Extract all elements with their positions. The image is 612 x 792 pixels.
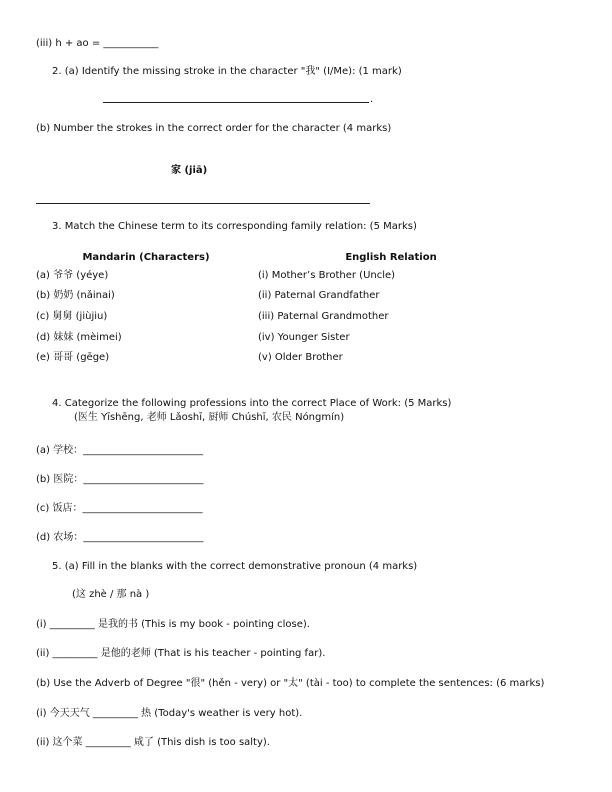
q3-right-item: (v) Older Brother xyxy=(258,352,343,363)
q5b-prompt: (b) Use the Adverb of Degree "很" (hěn - very) or "太" (tài - too) to complete the sentences: (6 marks) xyxy=(36,678,545,689)
q3-left-item: (b) 奶奶 (nǎinai) xyxy=(36,290,115,301)
q3-left-item: (c) 舅舅 (jiùjiu) xyxy=(36,311,108,322)
q3-left-item: (d) 妹妹 (mèimei) xyxy=(36,332,122,343)
q5b-item: (ii) 这个菜 _________ 咸了 (This dish is too salty). xyxy=(36,737,270,748)
q5b-item: (i) 今天天气 _________ 热 (Today's weather is very hot). xyxy=(36,708,303,719)
q4-item: (c) 饭店：________________________ xyxy=(36,503,203,514)
q3-right-item: (iii) Paternal Grandmother xyxy=(258,311,389,322)
q5a-item: (ii) _________ 是他的老师 (That is his teacher - pointing far). xyxy=(36,648,326,659)
q3-prompt: 3. Match the Chinese term to its corresponding family relation: (5 Marks) xyxy=(52,221,417,232)
q5a-pronouns: (这 zhè / 那 nà ) xyxy=(72,589,150,600)
q3-right-item: (iv) Younger Sister xyxy=(258,332,350,343)
q4-options: (医生 Yīshēng, 老师 Lǎoshī, 厨师 Chúshī, 农民 Nóngmín) xyxy=(74,412,345,423)
q2b-prompt: (b) Number the strokes in the correct order for the character (4 marks) xyxy=(36,123,392,134)
q5a-prompt: 5. (a) Fill in the blanks with the correct demonstrative pronoun (4 marks) xyxy=(52,561,418,572)
q2a-line-period: . xyxy=(370,94,374,105)
q3-header-right: English Relation xyxy=(345,252,437,263)
q3-left-item: (e) 哥哥 (gēge) xyxy=(36,352,110,363)
q2b-answer-line xyxy=(36,203,370,204)
q3-left-item: (a) 爷爷 (yéye) xyxy=(36,270,109,281)
q2a-answer-line xyxy=(103,102,369,103)
q2a-prompt: 2. (a) Identify the missing stroke in the character "我" (I/Me): (1 mark) xyxy=(52,66,402,77)
q4-prompt: 4. Categorize the following professions into the correct Place of Work: (5 Marks) xyxy=(52,398,452,409)
q3-right-item: (i) Mother’s Brother (Uncle) xyxy=(258,270,396,281)
q5a-item: (i) _________ 是我的书 (This is my book - pointing close). xyxy=(36,619,310,630)
q1-iii: (iii) h + ao = ___________ xyxy=(36,38,159,49)
q2b-character: 家 (jiā) xyxy=(171,165,208,176)
q3-header-left: Mandarin (Characters) xyxy=(82,252,210,263)
q4-item: (a) 学校：________________________ xyxy=(36,445,204,456)
q3-right-item: (ii) Paternal Grandfather xyxy=(258,290,380,301)
q4-item: (d) 农场：________________________ xyxy=(36,532,204,543)
q4-item: (b) 医院：________________________ xyxy=(36,474,204,485)
